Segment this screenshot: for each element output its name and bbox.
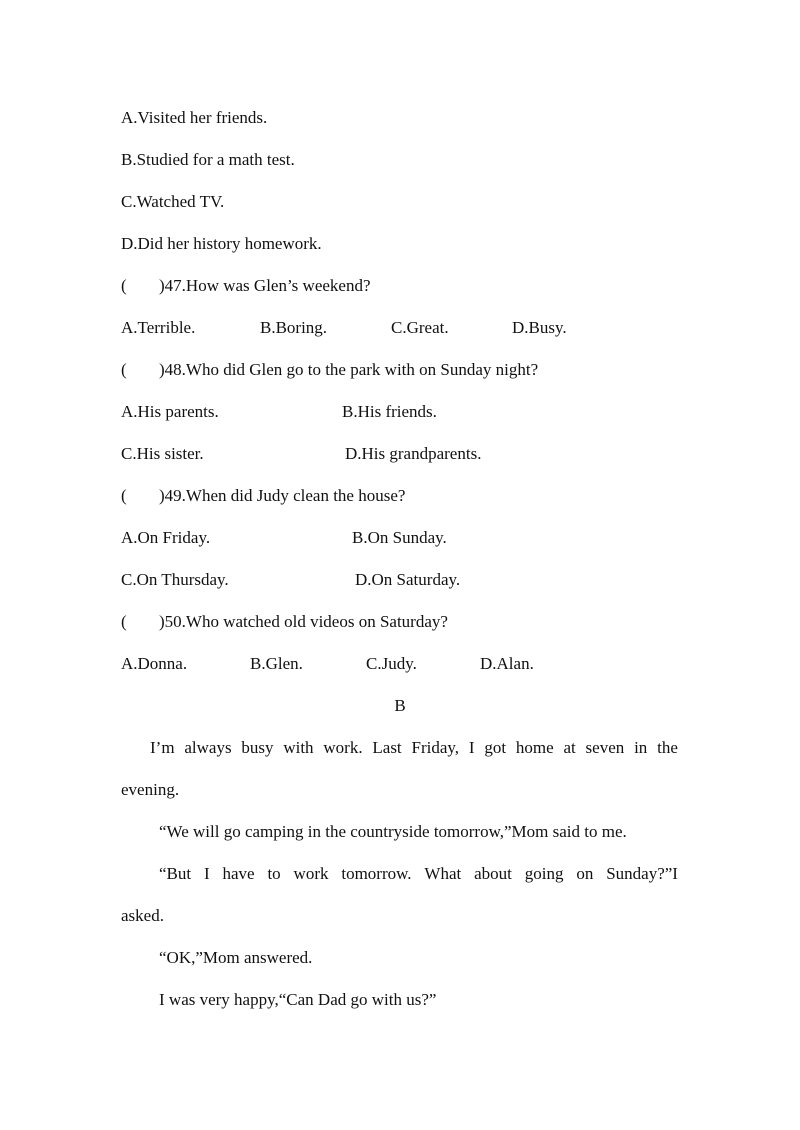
q47-option-d: D.Busy. (512, 318, 567, 337)
passage-paragraph-3-line-2: asked. (121, 906, 164, 925)
q46-option-a: A.Visited her friends. (121, 108, 268, 127)
answer-blank-open: ( (121, 612, 127, 631)
q47-question-line (121, 276, 371, 296)
q48-option-a: A.His parents. (121, 402, 219, 421)
q50-option-a: A.Donna. (121, 654, 188, 673)
q48-option-d: D.His grandparents. (345, 444, 482, 463)
q47-question: 47.How was Glen’s weekend? (164, 276, 371, 295)
answer-blank-open: ( (121, 360, 127, 379)
q50-question: 50.Who watched old videos on Saturday? (164, 612, 448, 631)
q47-option-a: A.Terrible. (121, 318, 196, 337)
q50-question-line (121, 612, 448, 632)
answer-blank-open: ( (121, 486, 127, 505)
passage-paragraph-3-line-1: “But I have to work tomorrow. What about going on Sunday?”I (159, 864, 678, 883)
passage-paragraph-5: I was very happy,“Can Dad go with us?” (159, 990, 437, 1009)
answer-blank-close: ) (159, 276, 165, 295)
q46-option-b: B.Studied for a math test. (121, 150, 295, 169)
q49-question: 49.When did Judy clean the house? (164, 486, 406, 505)
q50-option-c: C.Judy. (366, 654, 417, 673)
answer-blank-close: ) (159, 486, 165, 505)
q47-option-c: C.Great. (391, 318, 449, 337)
passage-paragraph-4: “OK,”Mom answered. (159, 948, 313, 967)
q49-option-d: D.On Saturday. (355, 570, 461, 589)
q50-option-d: D.Alan. (480, 654, 534, 673)
q46-option-c: C.Watched TV. (121, 192, 225, 211)
q48-question-line (121, 360, 538, 380)
section-heading: B (394, 696, 406, 715)
q48-question: 48.Who did Glen go to the park with on Sunday night? (164, 360, 539, 379)
q50-option-b: B.Glen. (250, 654, 303, 673)
q49-question-line (121, 486, 405, 506)
q47-option-b: B.Boring. (260, 318, 328, 337)
passage-paragraph-2: “We will go camping in the countryside tomorrow,”Mom said to me. (159, 822, 627, 841)
q48-option-b: B.His friends. (342, 402, 437, 421)
passage-paragraph-1-line-1: I’m always busy with work. Last Friday, I got home at seven in the (150, 738, 678, 757)
answer-blank-close: ) (159, 612, 165, 631)
passage-paragraph-1-line-2: evening. (121, 780, 180, 799)
q48-option-c: C.His sister. (121, 444, 204, 463)
q49-option-c: C.On Thursday. (121, 570, 229, 589)
answer-blank-open: ( (121, 276, 127, 295)
q49-option-a: A.On Friday. (121, 528, 211, 547)
answer-blank-close: ) (159, 360, 165, 379)
q49-option-b: B.On Sunday. (352, 528, 447, 547)
q46-option-d: D.Did her history homework. (121, 234, 322, 253)
